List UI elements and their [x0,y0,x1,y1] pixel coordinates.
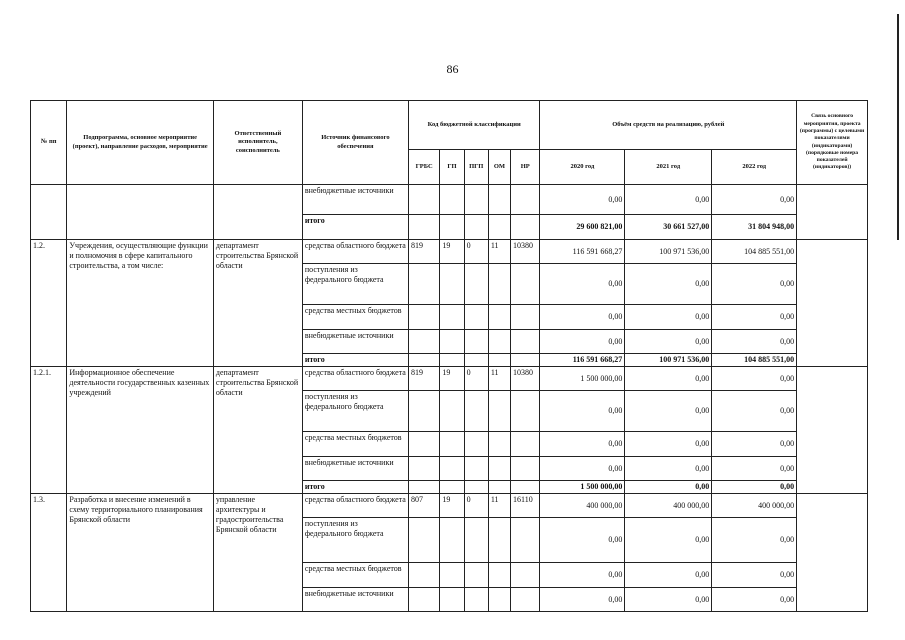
cell-program: Разработка и внесение изменений в схему территориального планирования Брянской области [67,494,214,612]
cell-source: внебюджетные источники [302,588,408,612]
cell-executor [213,185,302,240]
cell-2021: 0,00 [625,518,712,563]
cell-2021: 0,00 [625,481,712,494]
cell-2020: 0,00 [540,518,625,563]
cell-2022: 0,00 [712,457,797,481]
table-row [31,494,868,518]
cell-2022: 400 000,00 [712,494,797,518]
header-volume: Объём средств на реализацию, рублей [540,101,797,150]
cell-2022: 0,00 [712,432,797,457]
cell-2022: 0,00 [712,264,797,305]
cell-2022: 104 885 551,00 [712,240,797,264]
cell-num [31,185,67,240]
cell-om: 11 [488,240,510,264]
cell-2021: 100 971 536,00 [625,354,712,367]
table-row [31,367,868,391]
cell-om: 11 [488,494,510,518]
cell-2022: 0,00 [712,481,797,494]
cell-2021: 100 971 536,00 [625,240,712,264]
cell-2020: 0,00 [540,185,625,215]
cell-2021: 0,00 [625,305,712,330]
cell-program: Учреждения, осуществляющие функции и полномочия в сфере капитального строительства, а том числе: [67,240,214,367]
cell-source: внебюджетные источники [302,330,408,354]
header-2021: 2021 год [625,150,712,185]
cell-2020: 0,00 [540,264,625,305]
cell-grbs: 819 [408,240,439,264]
page-edge-mark [897,14,899,240]
cell-link [797,367,868,494]
header-2022: 2022 год [712,150,797,185]
cell-source: средства областного бюджета [302,240,408,264]
cell-2022: 104 885 551,00 [712,354,797,367]
cell-program: Информационное обеспечение деятельности государственных казенных учреждений [67,367,214,494]
cell-gp: 19 [440,367,464,391]
cell-2020: 1 500 000,00 [540,367,625,391]
header-pgp: ПГП [464,150,488,185]
cell-2020: 29 600 821,00 [540,215,625,240]
header-num: № пп [31,101,67,185]
cell-2020: 1 500 000,00 [540,481,625,494]
header-2020: 2020 год [540,150,625,185]
cell-2021: 30 661 527,00 [625,215,712,240]
cell-2021: 0,00 [625,330,712,354]
cell-2021: 0,00 [625,264,712,305]
cell-source: поступления из федерального бюджета [302,264,408,305]
cell-source: поступления из федерального бюджета [302,518,408,563]
cell-num: 1.2. [31,240,67,367]
header-executor: Ответственный исполнитель, соисполнитель [213,101,302,185]
header-budget-code: Код бюджетной классификации [408,101,539,150]
cell-om: 11 [488,367,510,391]
header-row [31,101,868,150]
cell-2020: 0,00 [540,305,625,330]
cell-2020: 0,00 [540,457,625,481]
cell-2022: 0,00 [712,330,797,354]
cell-2022: 0,00 [712,518,797,563]
cell-2021: 400 000,00 [625,494,712,518]
header-om: ОМ [488,150,510,185]
cell-source: поступления из федерального бюджета [302,391,408,432]
cell-np: 10380 [511,240,540,264]
cell-2021: 0,00 [625,367,712,391]
cell-gp: 19 [440,240,464,264]
cell-2020: 0,00 [540,391,625,432]
cell-grbs: 807 [408,494,439,518]
cell-2021: 0,00 [625,457,712,481]
budget-table [30,100,868,612]
cell-gp: 19 [440,494,464,518]
cell-executor: департамент строительства Брянской области [213,367,302,494]
cell-2020: 0,00 [540,432,625,457]
table-row [31,240,868,264]
cell-np: 16110 [511,494,540,518]
cell-source: средства областного бюджета [302,367,408,391]
cell-2022: 0,00 [712,305,797,330]
cell-2022: 31 804 948,00 [712,215,797,240]
cell-source: средства областного бюджета [302,494,408,518]
cell-program [67,185,214,240]
cell-2022: 0,00 [712,391,797,432]
cell-executor: департамент строительства Брянской области [213,240,302,367]
cell-source: средства местных бюджетов [302,305,408,330]
table-row [31,185,868,215]
cell-2020: 400 000,00 [540,494,625,518]
header-link: Связь основного мероприятия, проекта (программы) с целевыми показателями (индикаторами) (порядковые номера показателей (индикаторов)) [797,101,868,185]
cell-2022: 0,00 [712,588,797,612]
cell-2022: 0,00 [712,367,797,391]
cell-source: средства местных бюджетов [302,563,408,588]
cell-link [797,185,868,240]
cell-2022: 0,00 [712,185,797,215]
cell-source: внебюджетные источники [302,457,408,481]
cell-source: итого [302,354,408,367]
header-gp: ГП [440,150,464,185]
cell-2021: 0,00 [625,563,712,588]
cell-pgp: 0 [464,240,488,264]
cell-2021: 0,00 [625,588,712,612]
cell-np: 10380 [511,367,540,391]
cell-pgp: 0 [464,494,488,518]
cell-source: итого [302,481,408,494]
cell-2020: 116 591 668,27 [540,354,625,367]
cell-2020: 0,00 [540,330,625,354]
cell-source: итого [302,215,408,240]
cell-2022: 0,00 [712,563,797,588]
header-np: НР [511,150,540,185]
cell-link [797,494,868,612]
cell-executor: управление архитектуры и градостроительства Брянской области [213,494,302,612]
cell-grbs: 819 [408,367,439,391]
cell-2021: 0,00 [625,391,712,432]
header-program: Подпрограмма, основное мероприятие (проект), направление расходов, мероприятие [67,101,214,185]
cell-2020: 0,00 [540,563,625,588]
cell-source: внебюджетные источники [302,185,408,215]
page-number: 86 [446,62,459,76]
cell-num: 1.2.1. [31,367,67,494]
header-source: Источник финансового обеспечения [302,101,408,185]
cell-2021: 0,00 [625,185,712,215]
cell-2021: 0,00 [625,432,712,457]
cell-link [797,240,868,367]
cell-num: 1.3. [31,494,67,612]
cell-2020: 0,00 [540,588,625,612]
cell-source: средства местных бюджетов [302,432,408,457]
cell-pgp: 0 [464,367,488,391]
header-grbs: ГРБС [408,150,439,185]
cell-2020: 116 591 668,27 [540,240,625,264]
